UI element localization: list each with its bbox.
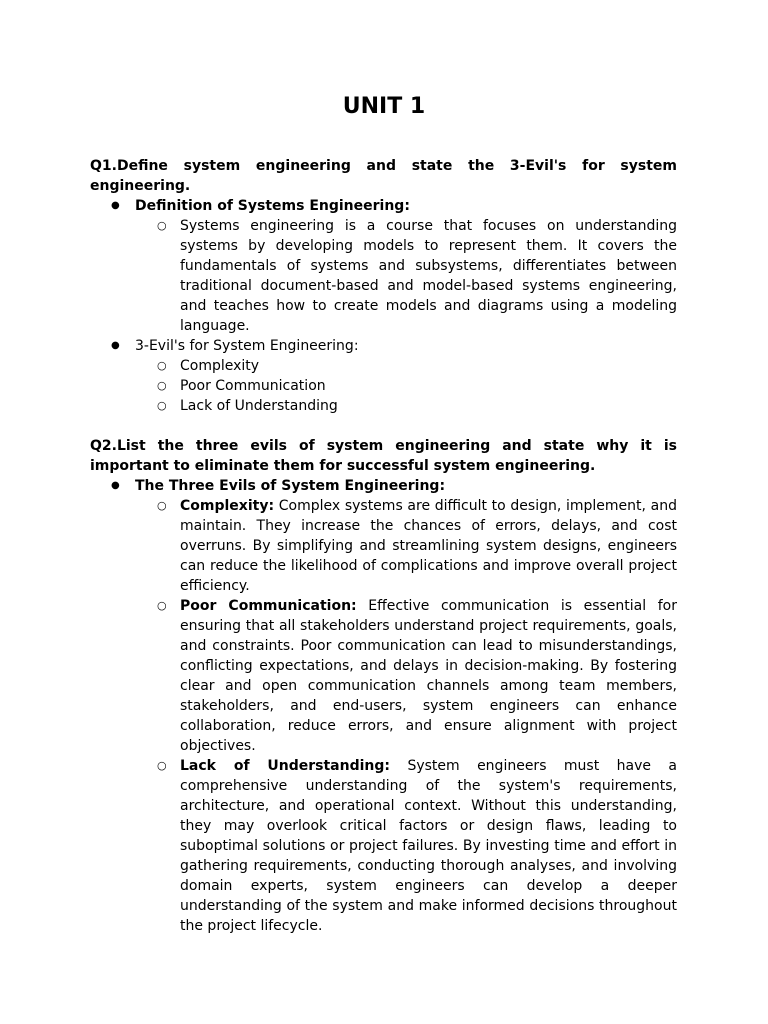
three-evils-heading: ● The Three Evils of System Engineering: bbox=[135, 478, 446, 494]
definition-sublist bbox=[135, 216, 677, 336]
definition-heading: ● Definition of Systems Engineering: bbox=[135, 198, 410, 214]
document-content bbox=[90, 156, 677, 936]
q2-evils-item bbox=[90, 476, 677, 936]
q1-evils-item bbox=[90, 336, 677, 416]
three-evils-sublist bbox=[135, 496, 677, 936]
q1-definition-item bbox=[90, 196, 677, 336]
evil-item: ○ Poor Communication bbox=[135, 376, 677, 396]
evil-description: Complex systems are difficult to design, implement, and maintain. They increase the chances of errors, delays, and cost overruns. By simplifying and streamlining system designs, engineers can reduce the likelihood of complications and improve overall project efficiency. bbox=[180, 498, 677, 594]
evil-description: System engineers must have a comprehensive understanding of the system's requirements, architecture, and operational context. Without this understanding, they may overlook critical factors or design flaws, leading to suboptimal solutions or project failures. By investing time and effort in gathering requirements, conducting thorough analyses, and involving domain experts, system engineers can develop a deeper understanding of the system and make informed decisions throughout the project lifecycle. bbox=[180, 758, 677, 934]
evil-term: Lack of Understanding: bbox=[180, 758, 390, 774]
evil-term: Poor Communication: bbox=[180, 598, 357, 614]
q2-list bbox=[90, 476, 677, 936]
q1-list bbox=[90, 196, 677, 416]
evil-detail-item bbox=[135, 756, 677, 936]
definition-text: ○ Systems engineering is a course that focuses on understanding systems by developing models to represent them. It covers the fundamentals of systems and subsystems, differentiates between traditional document-based and model-based systems engineering, and teaches how to create models and diagrams using a modeling language. bbox=[135, 216, 677, 336]
evil-term: Complexity: bbox=[180, 498, 275, 514]
evils-heading: ● 3-Evil's for System Engineering: bbox=[135, 338, 359, 354]
evil-description: Effective communication is essential for ensuring that all stakeholders understand project requirements, goals, and constraints. Poor communication can lead to misunderstandings, conflicting expectations, and delays in decision-making. By fostering clear and open communication channels among team members, stakeholders, and end-users, system engineers can enhance collaboration, reduce errors, and ensure alignment with project objectives. bbox=[180, 598, 677, 754]
question-2: Q2.List the three evils of system engineering and state why it is important to eliminate them for successful system engineering. bbox=[90, 438, 677, 474]
evil-item: ○ Complexity bbox=[135, 356, 677, 376]
page-title: UNIT 1 bbox=[342, 94, 426, 119]
evil-item: ○ Lack of Understanding bbox=[135, 396, 677, 416]
evil-detail-item bbox=[135, 596, 677, 756]
evils-sublist bbox=[135, 356, 677, 416]
question-1: Q1.Define system engineering and state the 3-Evil's for system engineering. bbox=[90, 158, 677, 194]
evil-detail-item bbox=[135, 496, 677, 596]
